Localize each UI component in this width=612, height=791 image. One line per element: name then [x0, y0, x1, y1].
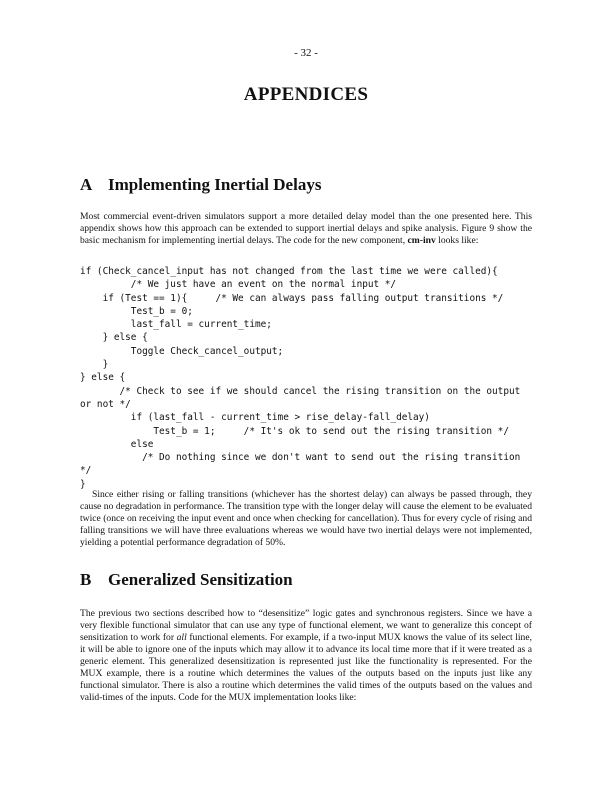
paragraph: Since either rising or falling transitions (whichever has the shortest delay) can always be passed through, they cause no degradation in performance. The transition type with the longer delay will cause the element to be evaluated twice (once on receiving the input event and once when checking for cancellation). Thus for every cycle of rising and falling transitions we will have three evaluations whereas we would have two inertial delays were not implemented, yielding a potential performance degradation of 50%.	[80, 489, 532, 548]
text: Most commercial event-driven simulators support a more detailed delay model than the one presented here. This appendix shows how this approach can be extended to support inertial delays and spike analysis. Figure 9 show the basic mechanism for implementing inertial delays. The code for the new component,	[80, 211, 532, 246]
section-a-heading	[80, 175, 321, 195]
paragraph	[80, 211, 532, 247]
code-line: }	[80, 478, 86, 490]
text: The previous two sections described how to “desensitize” logic gates and synchronous registers. Since we have a very flexible functional simulator that can use any type of functional element, we want to generalize this concept of sensitization to work for	[80, 608, 532, 643]
code-line: /* We just have an event on the normal input */	[80, 279, 397, 291]
section-title: Generalized Sensitization	[108, 570, 293, 589]
code-line: last_fall = current_time;	[80, 319, 272, 331]
paragraph	[80, 608, 532, 704]
code-block	[80, 265, 520, 491]
text: functional elements. For example, if a two-input MUX knows the value of its select line, it will be able to ignore one of the inputs which may allow it to advance its local time more that if it were treated as a generic element. This generalized desensitization is represented just like the functionality is represented. For the MUX example, there is a routine which determines the values of the outputs based on the inputs just like any functional simulator. There is also a routine which determines the valid times of the outputs based on the values and valid-times of the inputs. Code for the MUX implementation looks like:	[80, 632, 532, 703]
emphasis: all	[176, 632, 187, 643]
code-line: Test_b = 0;	[80, 305, 193, 317]
code-line: Test_b = 1; /* It's ok to send out the rising transition */	[80, 425, 509, 437]
code-line: if (last_fall - current_time > rise_delay-fall_delay)	[80, 412, 430, 424]
code-line: /* Check to see if we should cancel the rising transition on the output	[80, 385, 521, 397]
text: looks like:	[435, 235, 479, 246]
code-line: if (Check_cancel_input has not changed from the last time we were called){	[80, 266, 498, 277]
section-title: Implementing Inertial Delays	[108, 175, 322, 194]
code-line: or not */	[80, 398, 131, 410]
code-line: }	[80, 359, 109, 371]
code-line: if (Test == 1){ /* We can always pass falling output transitions */	[80, 292, 504, 304]
page-title: APPENDICES	[243, 84, 369, 105]
code-line: /* Do nothing since we don't want to send out the rising transition	[80, 452, 521, 464]
code-line: Toggle Check_cancel_output;	[80, 345, 284, 357]
page-number: - 32 -	[294, 47, 318, 59]
section-b-heading	[80, 570, 293, 590]
section-number: B	[80, 570, 92, 589]
component-name: cm-inv	[407, 235, 436, 246]
code-line: } else {	[80, 372, 126, 384]
code-line: */	[80, 465, 92, 477]
section-number: A	[80, 175, 93, 194]
code-line: } else {	[80, 332, 148, 344]
code-line: else	[80, 438, 154, 450]
